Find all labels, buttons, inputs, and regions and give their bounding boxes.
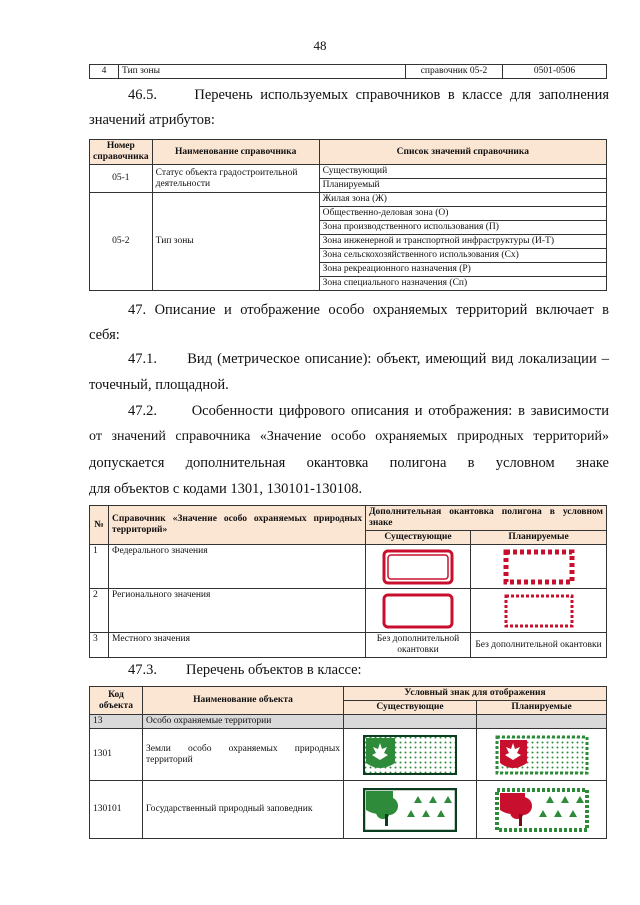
- ref-group-num: 05-1: [90, 165, 153, 193]
- obj-row-code: 130101: [90, 781, 143, 839]
- obj-group-name: Особо охраняемые территории: [143, 715, 344, 729]
- border-header-border: Дополнительная окантовка полигона в условном знаке: [366, 506, 607, 531]
- para-47-1-line1: [128, 350, 609, 368]
- regional-existing-border-icon: [382, 593, 454, 629]
- obj-group-code: 13: [90, 715, 143, 729]
- objects-table: [89, 686, 607, 839]
- obj-header-sign: Условный знак для отображения: [344, 687, 607, 701]
- protected-land-planned-icon: [495, 735, 589, 775]
- obj-header-name: Наименование объекта: [143, 687, 344, 715]
- obj-planned-cell: [477, 781, 607, 839]
- ref-group-name: Тип зоны: [152, 193, 319, 291]
- top-row-ref: справочник 05-2: [406, 65, 503, 79]
- reference-table: [89, 139, 607, 291]
- top-row-table: [89, 64, 607, 79]
- border-planned-none: Без дополнительной окантовки: [471, 633, 607, 658]
- ref-header-name: Наименование справочника: [152, 140, 319, 165]
- para-47-3-num: 47.3.: [128, 662, 157, 678]
- obj-group-empty: [344, 715, 477, 729]
- para-47-2-text: Особенности цифрового описания и отображения: в зависимости: [191, 403, 609, 419]
- ref-header-values: Список значений справочника: [319, 140, 606, 165]
- para-47-2-line1: [128, 402, 609, 420]
- border-planned-cell: [471, 545, 607, 589]
- border-row-name: Регионального значения: [109, 589, 366, 633]
- ref-value: Зона инженерной и транспортной инфраструктуры (И-Т): [319, 235, 606, 249]
- ref-value: Существующий: [319, 165, 606, 179]
- regional-planned-border-icon: [503, 593, 575, 629]
- border-existing-cell: [366, 589, 471, 633]
- obj-row-code: 1301: [90, 729, 143, 781]
- border-header-existing: Существующие: [366, 531, 471, 545]
- para-47-3-text: Перечень объектов в классе:: [186, 662, 362, 678]
- protected-land-existing-icon: [363, 735, 457, 775]
- para-47-3: [128, 661, 362, 679]
- ref-group-name: Статус объекта градостроительной деятельности: [152, 165, 319, 193]
- para-47-2-num: 47.2.: [128, 403, 157, 419]
- ref-value: Зона производственного использования (П): [319, 221, 606, 235]
- top-row-num: 4: [90, 65, 119, 79]
- border-header-num: №: [90, 506, 109, 545]
- obj-header-code: Код объекта: [90, 687, 143, 715]
- ref-header-num: Номер справочника: [90, 140, 153, 165]
- para-47-2-line4: для объектов с кодами 1301, 130101-130108.: [89, 481, 363, 497]
- border-header-planned: Планируемые: [471, 531, 607, 545]
- federal-existing-border-icon: [382, 549, 454, 585]
- border-row-num: 2: [90, 589, 109, 633]
- ref-value: Жилая зона (Ж): [319, 193, 606, 207]
- obj-existing-cell: [344, 729, 477, 781]
- obj-row-name: Земли особо охраняемых природных территорий: [143, 729, 344, 781]
- ref-value: Зона специального назначения (Сп): [319, 277, 606, 291]
- obj-row-name: Государственный природный заповедник: [143, 781, 344, 839]
- obj-group-empty: [477, 715, 607, 729]
- para-46-5-line2: значений атрибутов:: [89, 112, 215, 128]
- para-47-2-line3: допускается дополнительная окантовка полигона в условном знаке: [89, 455, 609, 471]
- border-row-num: 3: [90, 633, 109, 658]
- obj-planned-cell: [477, 729, 607, 781]
- obj-header-planned: Планируемые: [477, 701, 607, 715]
- ref-value: Зона рекреационного назначения (Р): [319, 263, 606, 277]
- border-row-name: Федерального значения: [109, 545, 366, 589]
- para-46-5-text: Перечень используемых справочников в классе для заполнения: [194, 87, 609, 103]
- federal-planned-border-icon: [503, 549, 575, 585]
- border-row-num: 1: [90, 545, 109, 589]
- para-46-5-line1: [128, 86, 609, 104]
- para-47-1-line2: точечный, площадной.: [89, 377, 229, 393]
- obj-header-existing: Существующие: [344, 701, 477, 715]
- nature-reserve-existing-icon: [363, 788, 457, 832]
- top-row-name: Тип зоны: [119, 65, 406, 79]
- border-header-ref: Справочник «Значение особо охраняемых природных территорий»: [109, 506, 366, 545]
- nature-reserve-planned-icon: [495, 788, 589, 832]
- border-row-name: Местного значения: [109, 633, 366, 658]
- page-number: 48: [313, 38, 327, 53]
- ref-value: Планируемый: [319, 179, 606, 193]
- border-existing-none: Без дополнительной окантовки: [366, 633, 471, 658]
- para-47-line2: себя:: [89, 327, 120, 343]
- ref-group-num: 05-2: [90, 193, 153, 291]
- border-table: [89, 505, 607, 658]
- obj-existing-cell: [344, 781, 477, 839]
- top-row-codes: 0501-0506: [503, 65, 607, 79]
- ref-value: Общественно-деловая зона (О): [319, 207, 606, 221]
- border-existing-cell: [366, 545, 471, 589]
- para-46-5-num: 46.5.: [128, 87, 157, 103]
- border-planned-cell: [471, 589, 607, 633]
- para-47-1-num: 47.1.: [128, 351, 157, 367]
- para-47-1-text: Вид (метрическое описание): объект, имеющий вид локализации –: [187, 351, 609, 367]
- ref-value: Зона сельскохозяйственного использования (Сх): [319, 249, 606, 263]
- para-47-line1: 47. Описание и отображение особо охраняемых территорий включает в: [128, 302, 609, 318]
- para-47-2-line2: от значений справочника «Значение особо охраняемых природных территорий»: [89, 429, 609, 444]
